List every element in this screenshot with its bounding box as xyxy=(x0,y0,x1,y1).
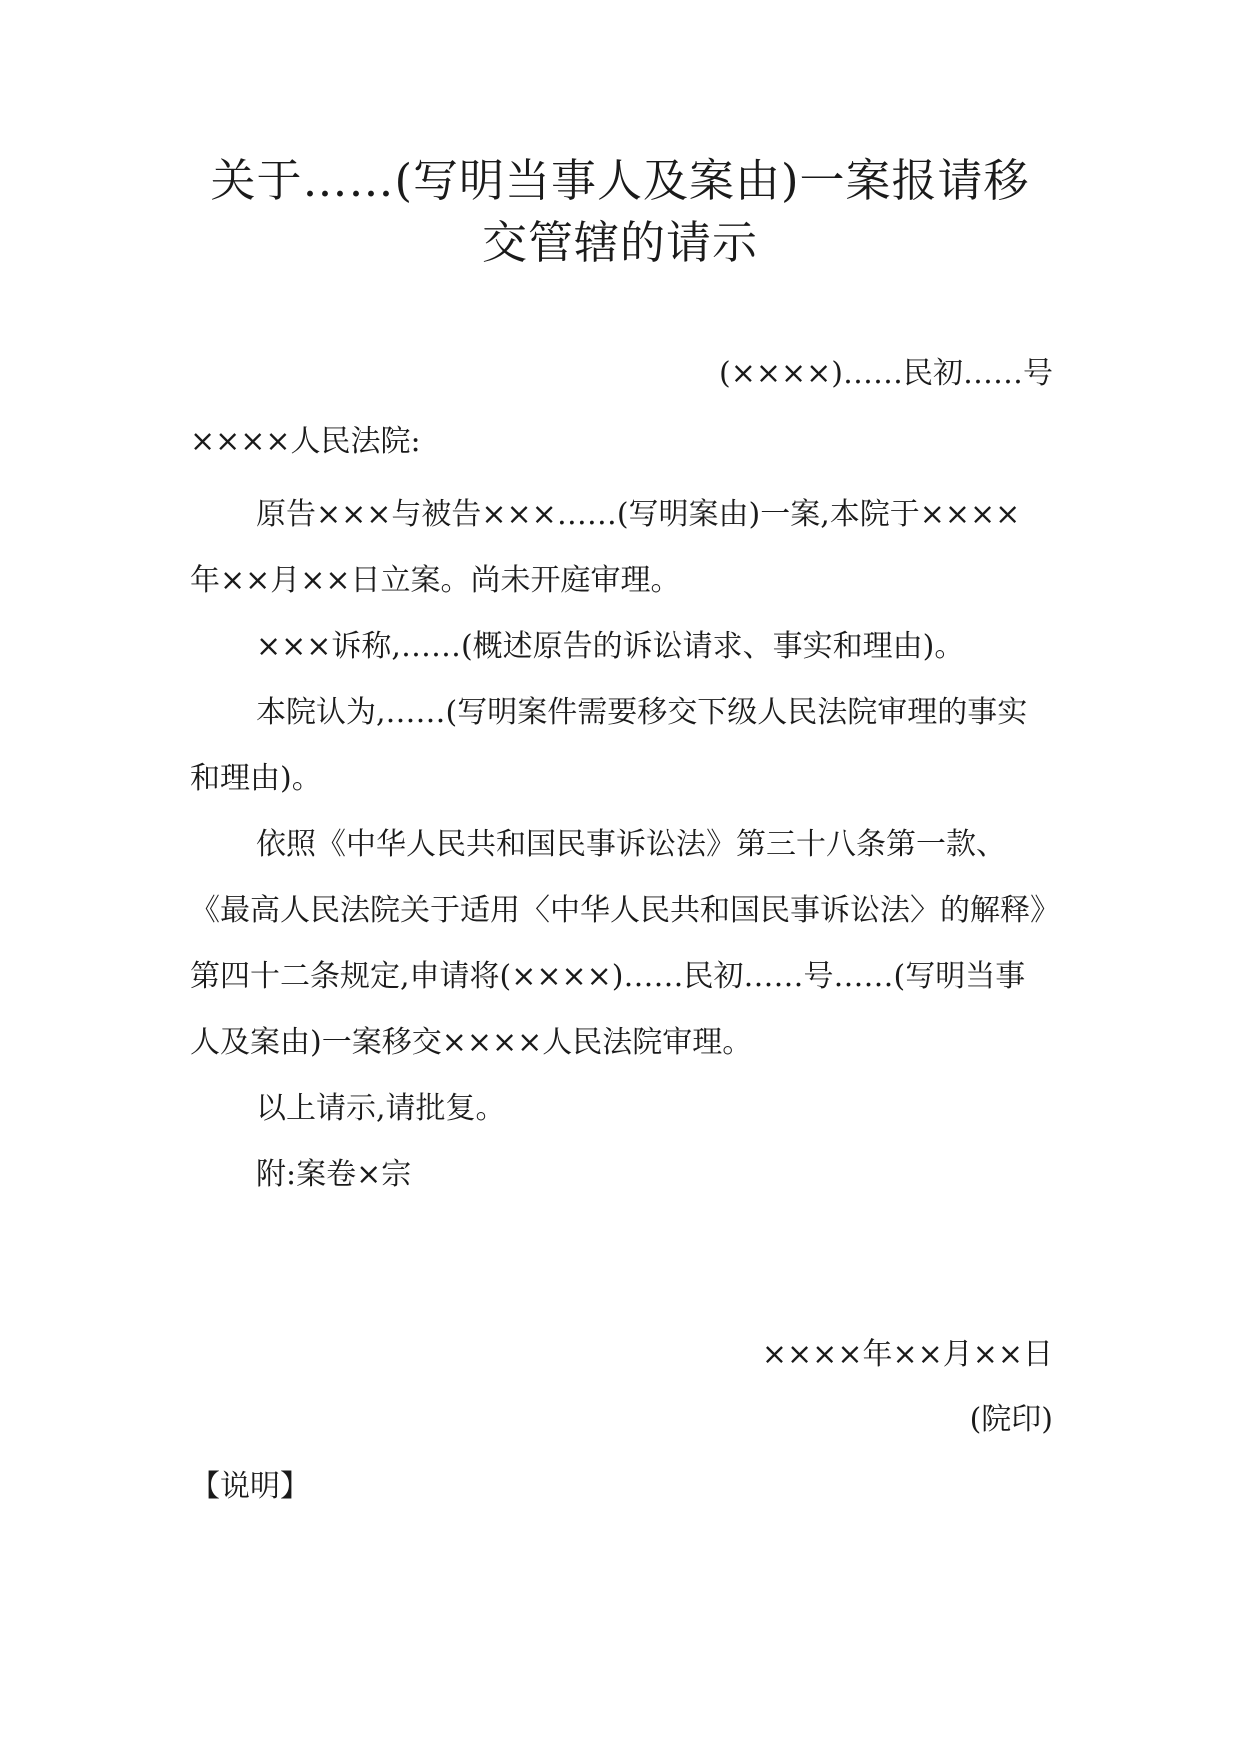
addressee: ××××人民法院: xyxy=(190,424,421,459)
case-number: (××××)……民初……号 xyxy=(719,356,1053,391)
paragraph-attachment: 附:案卷×宗 xyxy=(256,1157,412,1192)
document-body xyxy=(190,482,1048,1208)
paragraph-legal-basis: 依照《中华人民共和国民事诉讼法》第三十八条第一款、《最高人民法院关于适用〈中华人民共和国民事诉讼法〉的解释》第四十二条规定,申请将(××××)……民初……号……(写明当事人及案由)一案移交××××人民法院审理。 xyxy=(190,827,1045,1060)
signature-date: ××××年××月××日 xyxy=(761,1337,1053,1372)
paragraph-plaintiff-claim: ×××诉称,……(概述原告的诉讼请求、事实和理由)。 xyxy=(256,629,965,664)
paragraph-case-filing: 原告×××与被告×××……(写明案由)一案,本院于××××年××月××日立案。尚未开庭审理。 xyxy=(190,497,1021,598)
paragraph-court-opinion: 本院认为,……(写明案件需要移交下级人民法院审理的事实和理由)。 xyxy=(190,695,1028,796)
court-seal: (院印) xyxy=(969,1402,1053,1437)
title-line-1: 关于……(写明当事人及案由)一案报请移 xyxy=(210,154,1030,207)
paragraph-request: 以上请示,请批复。 xyxy=(256,1091,506,1126)
document-title xyxy=(180,150,1060,274)
note-heading: 【说明】 xyxy=(190,1469,310,1504)
title-line-2: 交管辖的请示 xyxy=(481,216,758,269)
